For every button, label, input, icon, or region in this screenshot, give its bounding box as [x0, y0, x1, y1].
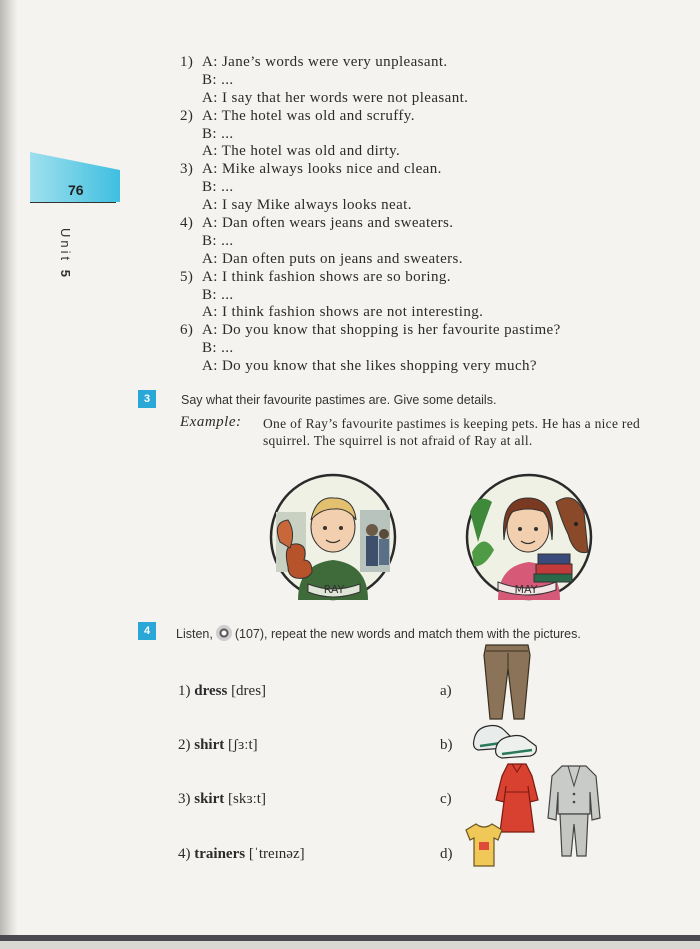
dialogue-line-b: B: ...	[202, 179, 234, 196]
dialogue-item	[180, 54, 680, 108]
word-number: 3)	[178, 791, 191, 807]
word-number: 1)	[178, 683, 191, 699]
word-row	[178, 791, 266, 808]
picture-letter-d: d)	[440, 846, 453, 862]
dialogue-number: 5)	[180, 268, 194, 285]
vocab-word: skirt	[194, 791, 225, 807]
dialogue-line-a-answer: A: I think fashion shows are not interesting.	[202, 304, 484, 321]
dialogue-number: 6)	[180, 322, 194, 339]
suit-picture	[546, 762, 602, 858]
dialogue-line-a-answer: A: The hotel was old and dirty.	[202, 143, 401, 160]
bottom-shade	[0, 941, 700, 949]
dialogue-number: 4)	[180, 215, 194, 232]
example-text: One of Ray’s favourite pastimes is keeping pets. He has a nice red squirrel. The squirrel is not afraid of Ray at all.	[263, 416, 641, 448]
picture-letter-c: c)	[440, 791, 452, 807]
vocab-transcription: [ʃɜːt]	[228, 737, 258, 753]
dialogue-line-b: B: ...	[202, 340, 234, 357]
dialogue-line-a: A: Jane’s words were very unpleasant.	[202, 54, 448, 70]
dialogue-line-a-answer: A: I say Mike always looks neat.	[202, 197, 412, 214]
dialogue-number: 3)	[180, 161, 194, 178]
ray-picture	[268, 472, 398, 602]
vocab-transcription: [dres]	[231, 683, 267, 699]
exercise-4-instruction-start: Listen,	[176, 627, 213, 641]
dialogue-number: 2)	[180, 107, 194, 124]
ray-name-label: RAY	[323, 583, 345, 596]
unit-word: Unit	[58, 228, 73, 264]
dialogue-line-b: B: ...	[202, 286, 234, 303]
may-picture	[464, 472, 594, 602]
may-name-label: MAY	[514, 583, 538, 596]
dialogue-line-a: A: I think fashion shows are so boring.	[202, 268, 451, 285]
word-row	[178, 737, 258, 754]
exercise-4-badge: 4	[138, 622, 156, 640]
dialogue-line-a-answer: A: Do you know that she likes shopping very much?	[202, 358, 537, 375]
vocab-word: trainers	[194, 846, 246, 862]
exercise-4-instruction	[176, 625, 581, 641]
exercise-3-instruction: Say what their favourite pastimes are. Give some details.	[181, 393, 497, 407]
word-number: 4)	[178, 846, 191, 862]
tab-rule	[30, 202, 116, 203]
vocab-word: dress	[194, 683, 228, 699]
dialogue-list	[180, 54, 680, 376]
dialogue-line-a-answer: A: I say that her words were not pleasant.	[202, 89, 469, 106]
page-gutter-shadow	[0, 0, 18, 949]
dialogue-item	[180, 161, 680, 215]
audio-disc-icon[interactable]	[216, 625, 232, 641]
picture-letter-a: a)	[440, 683, 452, 699]
trousers-picture	[478, 643, 538, 721]
exercise-4-instruction-end: (107), repeat the new words and match them with the pictures.	[234, 627, 581, 641]
tshirt-picture	[464, 822, 504, 868]
example-label: Example:	[180, 414, 242, 430]
dialogue-item	[180, 269, 680, 323]
exercise-3-badge: 3	[138, 390, 156, 408]
dialogue-line-a: A: Dan often wears jeans and sweaters.	[202, 215, 454, 232]
dialogue-line-a: A: Mike always looks nice and clean.	[202, 161, 442, 178]
dialogue-line-b: B: ...	[202, 71, 234, 88]
dialogue-item	[180, 322, 680, 376]
picture-letter-b: b)	[440, 737, 453, 753]
unit-label	[58, 228, 73, 280]
vocab-word: shirt	[194, 737, 225, 753]
word-row	[178, 683, 266, 700]
page-number: 76	[68, 182, 84, 198]
vocab-transcription: [skɜːt]	[228, 791, 266, 807]
dialogue-number: 1)	[180, 54, 194, 70]
vocab-transcription: [ˈtreɪnəz]	[248, 846, 305, 862]
dialogue-line-a: A: Do you know that shopping is her favourite pastime?	[202, 322, 561, 339]
dialogue-item	[180, 108, 680, 162]
word-number: 2)	[178, 737, 191, 753]
dialogue-line-b: B: ...	[202, 232, 234, 249]
word-row	[178, 846, 305, 863]
dialogue-line-a: A: The hotel was old and scruffy.	[202, 107, 415, 124]
trainers-picture	[472, 718, 540, 760]
dialogue-line-a-answer: A: Dan often puts on jeans and sweaters.	[202, 250, 463, 267]
unit-number: 5	[58, 269, 73, 280]
dialogue-item	[180, 215, 680, 269]
dialogue-line-b: B: ...	[202, 125, 234, 142]
